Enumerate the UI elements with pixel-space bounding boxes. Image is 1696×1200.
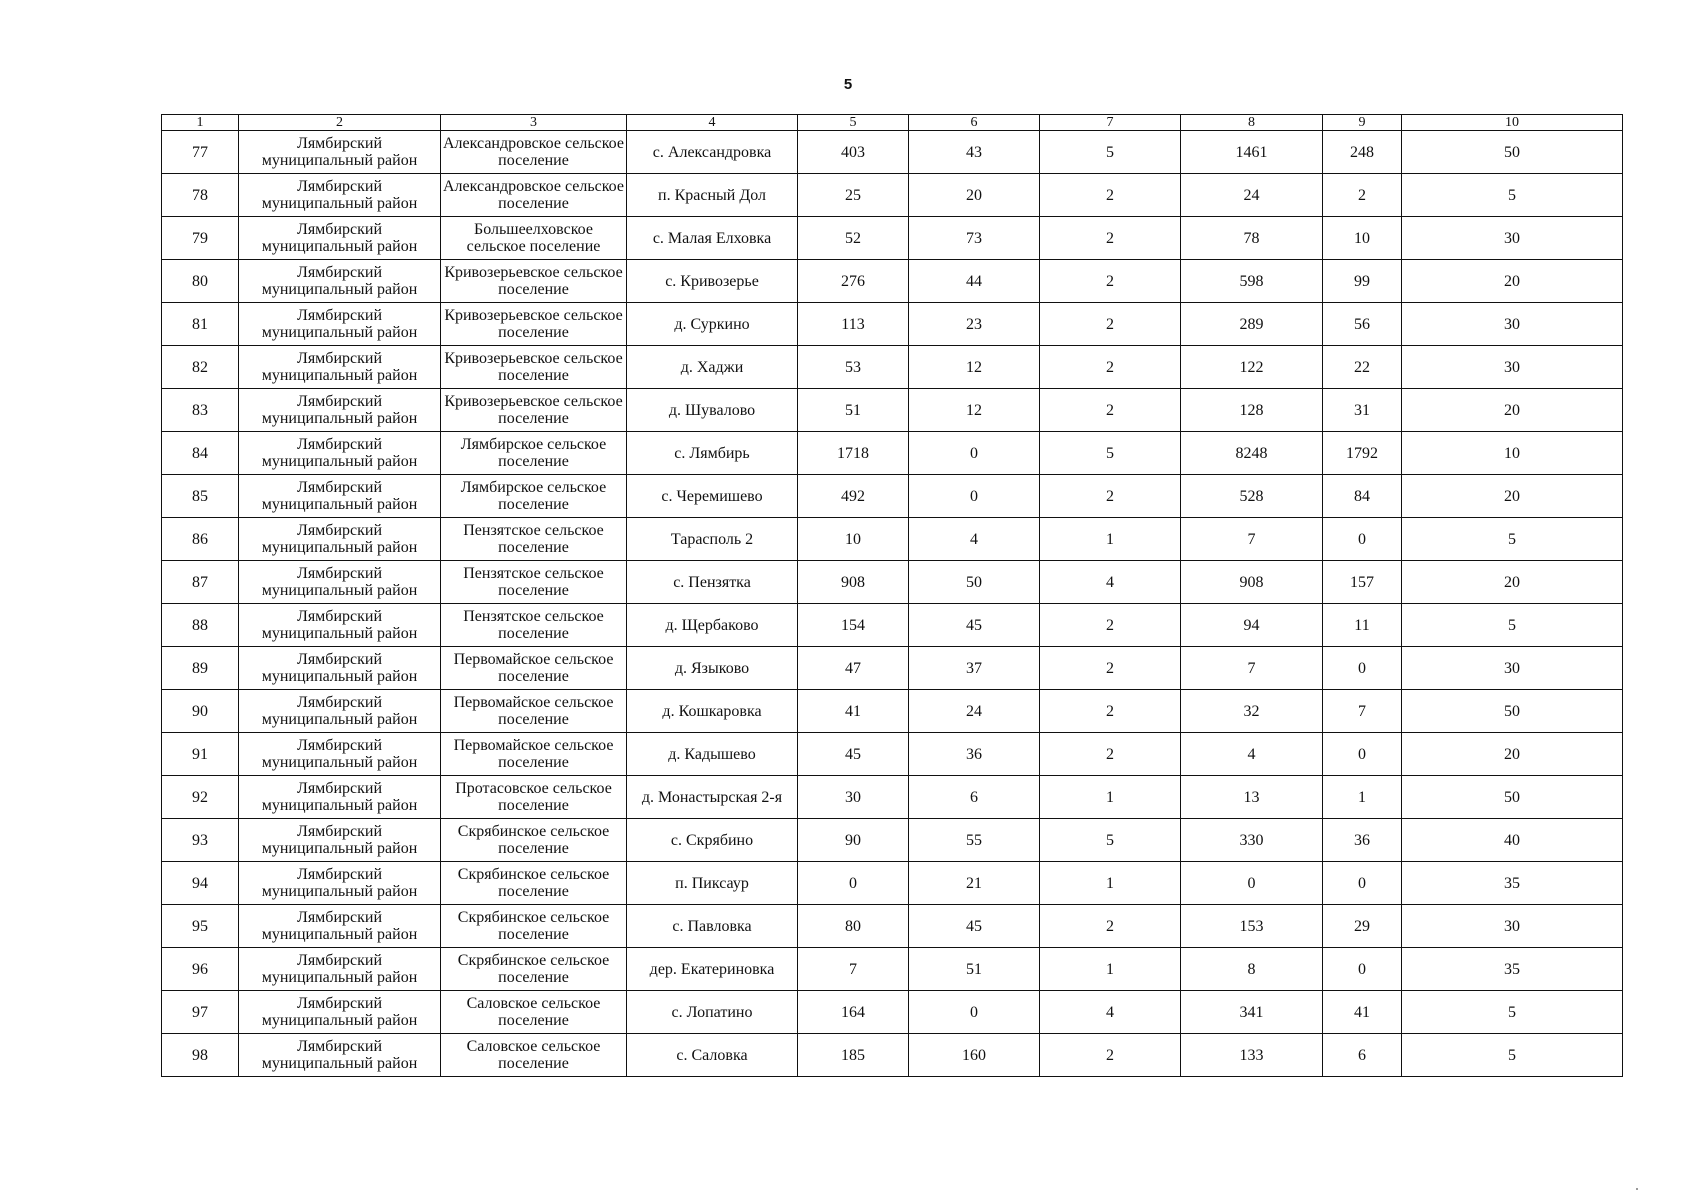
table-row [162,217,1623,260]
cell-col-5: 41 [798,690,909,733]
cell-col-5: 113 [798,303,909,346]
cell-col-8: 122 [1181,346,1323,389]
cell-col-5: 47 [798,647,909,690]
cell-district: Лямбирский муниципальный район [239,389,441,432]
cell-row-number: 84 [162,432,239,475]
cell-col-5: 154 [798,604,909,647]
cell-col-9: 99 [1323,260,1402,303]
cell-col-7: 2 [1040,475,1181,518]
cell-locality: д. Суркино [627,303,798,346]
cell-col-8: 908 [1181,561,1323,604]
cell-locality: с. Лопатино [627,991,798,1034]
cell-settlement: Пензятское сельское поселение [441,561,627,604]
cell-row-number: 78 [162,174,239,217]
cell-col-5: 52 [798,217,909,260]
cell-col-9: 11 [1323,604,1402,647]
data-table [161,114,1623,1077]
column-header-9: 9 [1323,115,1402,131]
cell-locality: д. Кошкаровка [627,690,798,733]
cell-col-5: 185 [798,1034,909,1077]
cell-col-6: 24 [909,690,1040,733]
cell-col-8: 7 [1181,647,1323,690]
cell-col-7: 5 [1040,432,1181,475]
cell-col-6: 43 [909,131,1040,174]
cell-settlement: Кривозерьевское сельское поселение [441,346,627,389]
cell-district: Лямбирский муниципальный район [239,905,441,948]
cell-district: Лямбирский муниципальный район [239,1034,441,1077]
cell-col-7: 2 [1040,346,1181,389]
column-header-7: 7 [1040,115,1181,131]
cell-settlement: Первомайское сельское поселение [441,690,627,733]
cell-col-10: 20 [1402,389,1623,432]
cell-settlement: Скрябинское сельское поселение [441,819,627,862]
cell-row-number: 77 [162,131,239,174]
cell-col-10: 5 [1402,991,1623,1034]
cell-district: Лямбирский муниципальный район [239,131,441,174]
cell-col-7: 5 [1040,819,1181,862]
cell-district: Лямбирский муниципальный район [239,604,441,647]
cell-col-10: 35 [1402,948,1623,991]
cell-row-number: 95 [162,905,239,948]
cell-col-6: 4 [909,518,1040,561]
cell-col-10: 30 [1402,647,1623,690]
table-row [162,346,1623,389]
cell-district: Лямбирский муниципальный район [239,303,441,346]
cell-district: Лямбирский муниципальный район [239,647,441,690]
cell-row-number: 94 [162,862,239,905]
table-row [162,948,1623,991]
cell-col-9: 6 [1323,1034,1402,1077]
table-row [162,131,1623,174]
cell-col-9: 0 [1323,647,1402,690]
cell-row-number: 81 [162,303,239,346]
table-row [162,905,1623,948]
table-row [162,991,1623,1034]
cell-settlement: Кривозерьевское сельское поселение [441,389,627,432]
cell-locality: д. Языково [627,647,798,690]
table-body [162,131,1623,1077]
cell-col-5: 492 [798,475,909,518]
cell-col-8: 133 [1181,1034,1323,1077]
cell-row-number: 89 [162,647,239,690]
cell-settlement: Саловское сельское поселение [441,1034,627,1077]
cell-col-7: 2 [1040,303,1181,346]
cell-locality: с. Павловка [627,905,798,948]
cell-col-7: 2 [1040,690,1181,733]
cell-col-5: 908 [798,561,909,604]
cell-locality: д. Монастырская 2-я [627,776,798,819]
cell-col-5: 45 [798,733,909,776]
cell-col-8: 528 [1181,475,1323,518]
cell-col-8: 13 [1181,776,1323,819]
cell-col-8: 598 [1181,260,1323,303]
cell-locality: Тарасполь 2 [627,518,798,561]
cell-col-10: 20 [1402,561,1623,604]
cell-district: Лямбирский муниципальный район [239,819,441,862]
cell-col-10: 20 [1402,475,1623,518]
cell-col-7: 2 [1040,389,1181,432]
cell-settlement: Кривозерьевское сельское поселение [441,260,627,303]
cell-col-8: 289 [1181,303,1323,346]
cell-locality: с. Черемишево [627,475,798,518]
cell-locality: д. Хаджи [627,346,798,389]
cell-col-5: 53 [798,346,909,389]
cell-col-7: 2 [1040,604,1181,647]
header-row [162,115,1623,131]
cell-district: Лямбирский муниципальный район [239,432,441,475]
cell-col-7: 2 [1040,905,1181,948]
cell-col-8: 32 [1181,690,1323,733]
cell-col-9: 0 [1323,518,1402,561]
cell-col-6: 0 [909,432,1040,475]
cell-col-6: 6 [909,776,1040,819]
cell-row-number: 79 [162,217,239,260]
cell-district: Лямбирский муниципальный район [239,475,441,518]
cell-col-9: 157 [1323,561,1402,604]
cell-col-10: 50 [1402,776,1623,819]
cell-col-5: 7 [798,948,909,991]
cell-settlement: Большеелховское сельское поселение [441,217,627,260]
cell-settlement: Александровское сельское поселение [441,131,627,174]
table-row [162,776,1623,819]
cell-col-7: 1 [1040,948,1181,991]
cell-settlement: Первомайское сельское поселение [441,733,627,776]
cell-row-number: 96 [162,948,239,991]
cell-settlement: Лямбирское сельское поселение [441,475,627,518]
cell-locality: с. Малая Елховка [627,217,798,260]
cell-locality: д. Щербаково [627,604,798,647]
cell-col-6: 45 [909,604,1040,647]
cell-col-10: 50 [1402,131,1623,174]
cell-col-6: 37 [909,647,1040,690]
cell-col-6: 51 [909,948,1040,991]
cell-district: Лямбирский муниципальный район [239,518,441,561]
cell-col-9: 0 [1323,733,1402,776]
cell-col-6: 21 [909,862,1040,905]
table-row [162,389,1623,432]
cell-col-6: 0 [909,991,1040,1034]
cell-locality: с. Лямбирь [627,432,798,475]
cell-col-9: 248 [1323,131,1402,174]
cell-district: Лямбирский муниципальный район [239,776,441,819]
cell-district: Лямбирский муниципальный район [239,733,441,776]
cell-col-5: 403 [798,131,909,174]
cell-col-7: 4 [1040,561,1181,604]
column-header-3: 3 [441,115,627,131]
cell-locality: с. Александровка [627,131,798,174]
cell-locality: д. Шувалово [627,389,798,432]
cell-col-5: 25 [798,174,909,217]
table-row [162,604,1623,647]
cell-col-6: 36 [909,733,1040,776]
cell-row-number: 88 [162,604,239,647]
cell-col-8: 8 [1181,948,1323,991]
cell-col-9: 0 [1323,862,1402,905]
scan-dot [1636,1188,1638,1190]
cell-col-8: 8248 [1181,432,1323,475]
cell-col-10: 50 [1402,690,1623,733]
cell-row-number: 92 [162,776,239,819]
cell-district: Лямбирский муниципальный район [239,346,441,389]
table-row [162,862,1623,905]
cell-col-10: 5 [1402,604,1623,647]
table-row [162,432,1623,475]
cell-settlement: Кривозерьевское сельское поселение [441,303,627,346]
cell-locality: дер. Екатериновка [627,948,798,991]
cell-col-9: 56 [1323,303,1402,346]
cell-row-number: 97 [162,991,239,1034]
cell-settlement: Пензятское сельское поселение [441,604,627,647]
table-row [162,303,1623,346]
cell-col-8: 24 [1181,174,1323,217]
cell-col-7: 1 [1040,776,1181,819]
cell-col-7: 2 [1040,217,1181,260]
cell-district: Лямбирский муниципальный район [239,174,441,217]
cell-col-9: 2 [1323,174,1402,217]
cell-col-8: 341 [1181,991,1323,1034]
cell-district: Лямбирский муниципальный район [239,561,441,604]
cell-row-number: 90 [162,690,239,733]
cell-col-5: 164 [798,991,909,1034]
cell-col-10: 30 [1402,303,1623,346]
cell-col-5: 80 [798,905,909,948]
cell-col-5: 30 [798,776,909,819]
table-header [162,115,1623,131]
column-header-10: 10 [1402,115,1623,131]
column-header-2: 2 [239,115,441,131]
column-header-5: 5 [798,115,909,131]
cell-col-6: 20 [909,174,1040,217]
cell-col-8: 4 [1181,733,1323,776]
cell-settlement: Первомайское сельское поселение [441,647,627,690]
cell-col-6: 23 [909,303,1040,346]
cell-col-10: 30 [1402,217,1623,260]
table-row [162,174,1623,217]
cell-locality: с. Саловка [627,1034,798,1077]
cell-col-6: 45 [909,905,1040,948]
cell-col-10: 20 [1402,733,1623,776]
cell-col-9: 84 [1323,475,1402,518]
table-row [162,819,1623,862]
cell-district: Лямбирский муниципальный район [239,260,441,303]
cell-row-number: 86 [162,518,239,561]
cell-col-10: 20 [1402,260,1623,303]
cell-col-10: 30 [1402,905,1623,948]
cell-col-5: 90 [798,819,909,862]
cell-district: Лямбирский муниципальный район [239,217,441,260]
column-header-8: 8 [1181,115,1323,131]
cell-col-6: 44 [909,260,1040,303]
cell-settlement: Лямбирское сельское поселение [441,432,627,475]
cell-col-7: 1 [1040,518,1181,561]
cell-col-9: 7 [1323,690,1402,733]
cell-col-5: 1718 [798,432,909,475]
table-row [162,1034,1623,1077]
cell-col-8: 1461 [1181,131,1323,174]
cell-locality: с. Пензятка [627,561,798,604]
table-row [162,475,1623,518]
table-row [162,561,1623,604]
cell-col-7: 2 [1040,733,1181,776]
cell-settlement: Скрябинское сельское поселение [441,862,627,905]
column-header-1: 1 [162,115,239,131]
cell-col-10: 10 [1402,432,1623,475]
cell-col-6: 160 [909,1034,1040,1077]
cell-col-9: 29 [1323,905,1402,948]
cell-col-8: 330 [1181,819,1323,862]
cell-col-9: 36 [1323,819,1402,862]
cell-col-8: 153 [1181,905,1323,948]
cell-col-9: 10 [1323,217,1402,260]
cell-locality: п. Пиксаур [627,862,798,905]
cell-col-8: 78 [1181,217,1323,260]
cell-col-7: 2 [1040,260,1181,303]
cell-col-9: 1 [1323,776,1402,819]
cell-col-7: 2 [1040,174,1181,217]
cell-district: Лямбирский муниципальный район [239,690,441,733]
column-header-4: 4 [627,115,798,131]
cell-col-7: 4 [1040,991,1181,1034]
cell-row-number: 85 [162,475,239,518]
cell-row-number: 87 [162,561,239,604]
cell-settlement: Скрябинское сельское поселение [441,905,627,948]
cell-row-number: 98 [162,1034,239,1077]
cell-col-8: 7 [1181,518,1323,561]
cell-col-9: 0 [1323,948,1402,991]
cell-row-number: 93 [162,819,239,862]
cell-row-number: 83 [162,389,239,432]
cell-col-6: 12 [909,389,1040,432]
cell-settlement: Скрябинское сельское поселение [441,948,627,991]
table-row [162,518,1623,561]
cell-col-6: 73 [909,217,1040,260]
table-row [162,733,1623,776]
cell-col-5: 0 [798,862,909,905]
cell-col-8: 94 [1181,604,1323,647]
cell-col-9: 1792 [1323,432,1402,475]
cell-row-number: 91 [162,733,239,776]
cell-col-10: 5 [1402,1034,1623,1077]
cell-locality: п. Красный Дол [627,174,798,217]
cell-col-5: 51 [798,389,909,432]
page-number: 5 [843,76,853,93]
cell-locality: с. Скрябино [627,819,798,862]
cell-col-8: 128 [1181,389,1323,432]
cell-col-9: 31 [1323,389,1402,432]
cell-row-number: 80 [162,260,239,303]
cell-locality: с. Кривозерье [627,260,798,303]
cell-district: Лямбирский муниципальный район [239,991,441,1034]
column-header-6: 6 [909,115,1040,131]
table-row [162,260,1623,303]
cell-locality: д. Кадышево [627,733,798,776]
cell-col-10: 30 [1402,346,1623,389]
cell-settlement: Протасовское сельское поселение [441,776,627,819]
cell-col-7: 2 [1040,1034,1181,1077]
cell-col-8: 0 [1181,862,1323,905]
cell-col-10: 35 [1402,862,1623,905]
cell-row-number: 82 [162,346,239,389]
cell-col-10: 5 [1402,518,1623,561]
cell-col-6: 55 [909,819,1040,862]
cell-settlement: Пензятское сельское поселение [441,518,627,561]
cell-settlement: Саловское сельское поселение [441,991,627,1034]
cell-col-6: 50 [909,561,1040,604]
cell-col-7: 5 [1040,131,1181,174]
cell-col-9: 41 [1323,991,1402,1034]
cell-col-10: 40 [1402,819,1623,862]
cell-district: Лямбирский муниципальный район [239,948,441,991]
cell-col-6: 0 [909,475,1040,518]
cell-col-7: 1 [1040,862,1181,905]
cell-col-7: 2 [1040,647,1181,690]
cell-settlement: Александровское сельское поселение [441,174,627,217]
table-row [162,647,1623,690]
cell-col-10: 5 [1402,174,1623,217]
cell-col-9: 22 [1323,346,1402,389]
cell-district: Лямбирский муниципальный район [239,862,441,905]
cell-col-5: 10 [798,518,909,561]
cell-col-5: 276 [798,260,909,303]
cell-col-6: 12 [909,346,1040,389]
table-row [162,690,1623,733]
